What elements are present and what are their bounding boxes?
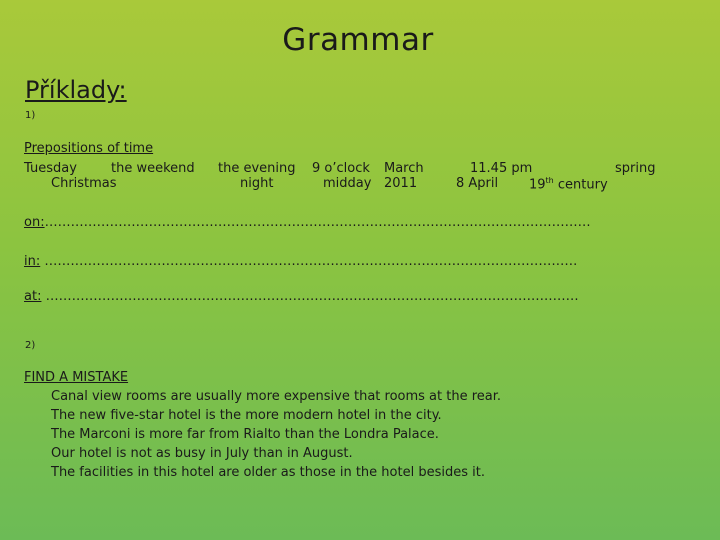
sentence-5: The facilities in this hotel are older as those in the hotel besides it.: [51, 465, 485, 480]
century-word: century: [557, 177, 608, 193]
word-tuesday: Tuesday: [24, 161, 77, 176]
word-christmas: Christmas: [51, 176, 117, 191]
word-midday: midday: [323, 176, 372, 191]
sentence-4: Our hotel is not as busy in July than in August.: [51, 446, 353, 461]
sentence-1: Canal view rooms are usually more expensive that rooms at the rear.: [51, 389, 502, 404]
find-mistake-heading: FIND A MISTAKE: [24, 370, 129, 385]
fill-dots-in: ……………………………………………………………………………………………………………: [40, 254, 578, 269]
fill-line-on: [24, 215, 591, 230]
word-spring: spring: [615, 161, 656, 176]
word-the-weekend: the weekend: [111, 161, 195, 176]
section-1-number: 1): [25, 110, 36, 121]
word-the-evening: the evening: [218, 161, 296, 176]
word-march: March: [384, 161, 424, 176]
fill-dots-at: ……………………………………………………………………………………………………………: [41, 289, 579, 304]
word-2011: 2011: [384, 176, 418, 191]
fill-label-at: at:: [24, 289, 42, 304]
sentence-2: The new five-star hotel is the more modern hotel in the city.: [51, 408, 442, 423]
fill-line-at: [24, 289, 579, 304]
word-night: night: [240, 176, 274, 191]
fill-line-in: [24, 254, 577, 269]
sentence-3: The Marconi is more far from Rialto than the Londra Palace.: [51, 427, 439, 442]
examples-heading: Příklady:: [25, 76, 127, 104]
prepositions-heading: Prepositions of time: [24, 141, 154, 156]
fill-label-on: on:: [24, 215, 45, 230]
word-9-oclock: 9 o’clock: [312, 161, 370, 176]
slide-title: Grammar: [282, 22, 434, 58]
section-2-number: 2): [25, 340, 36, 351]
fill-dots-on: ………………………………………………………………………………………………………………: [44, 215, 591, 230]
fill-label-in: in:: [24, 254, 41, 269]
word-8-april: 8 April: [456, 176, 499, 191]
century-number: 19: [529, 177, 546, 193]
century-suffix: th: [545, 176, 554, 185]
word-19th-century: [529, 176, 608, 192]
word-11-45-pm: 11.45 pm: [470, 161, 533, 176]
